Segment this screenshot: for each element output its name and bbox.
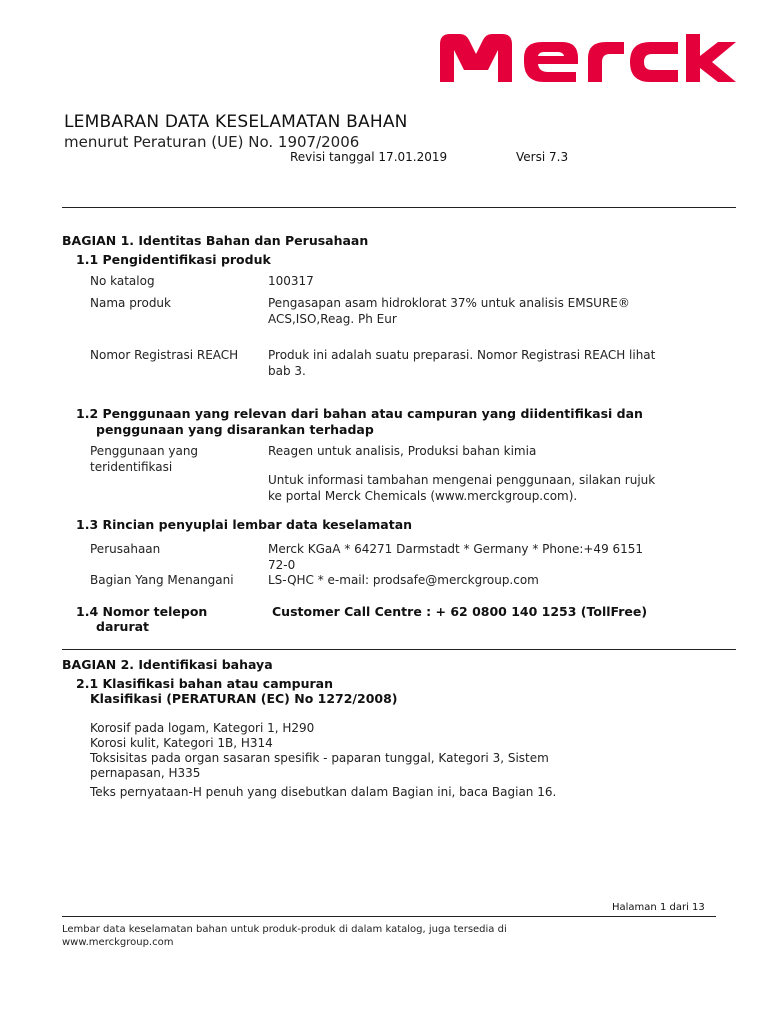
- page-number: Halaman 1 dari 13: [612, 902, 705, 913]
- revision-date: Revisi tanggal 17.01.2019: [290, 150, 448, 164]
- section-divider: [62, 649, 736, 650]
- label-no-katalog: No katalog: [90, 274, 155, 288]
- subsection-1-3-title: 1.3 Rincian penyuplai lembar data keselamatan: [76, 517, 413, 532]
- document-subtitle: menurut Peraturan (UE) No. 1907/2006: [64, 133, 360, 151]
- hazard-list: [90, 721, 630, 800]
- subsection-1-4-title-line1: 1.4 Nomor telepon: [76, 604, 208, 619]
- label-reach: Nomor Registrasi REACH: [90, 348, 239, 362]
- value-penggunaan: Reagen untuk analisis, Produksi bahan kimia: [268, 444, 537, 458]
- label-bagian-menangani: Bagian Yang Menangani: [90, 573, 234, 587]
- label-perusahaan: Perusahaan: [90, 542, 161, 556]
- section-2-title: BAGIAN 2. Identifikasi bahaya: [62, 657, 273, 672]
- label-nama-produk: Nama produk: [90, 296, 171, 310]
- footer-text: [62, 923, 507, 949]
- footer-divider: [62, 916, 716, 917]
- footer-link[interactable]: www.merckgroup.com: [62, 937, 174, 948]
- section-1-title: BAGIAN 1. Identitas Bahan dan Perusahaan: [62, 233, 369, 248]
- subsection-1-2-title-line2: penggunaan yang disarankan terhadap: [96, 422, 374, 437]
- subsection-1-2-title-line1: 1.2 Penggunaan yang relevan dari bahan atau campuran yang diidentifikasi dan: [76, 406, 643, 421]
- note-penggunaan: Untuk informasi tambahan mengenai penggunaan, silakan rujuk ke portal Merck Chemicals (www.merckgroup.com).: [268, 473, 656, 503]
- classification-title: Klasifikasi (PERATURAN (EC) No 1272/2008): [90, 691, 398, 706]
- value-bagian-menangani: LS-QHC * e-mail: prodsafe@merckgroup.com: [268, 573, 539, 587]
- value-reach: Produk ini adalah suatu preparasi. Nomor Registrasi REACH lihat bab 3.: [268, 348, 656, 378]
- emergency-phone: Customer Call Centre : + 62 0800 140 1253 (TollFree): [272, 604, 648, 619]
- subsection-1-1-title: 1.1 Pengidentifikasi produk: [76, 252, 271, 267]
- hazard-line: Korosif pada logam, Kategori 1, H290: [90, 721, 315, 735]
- hazard-note: Teks pernyataan-H penuh yang disebutkan dalam Bagian ini, baca Bagian 16.: [90, 785, 557, 799]
- label-penggunaan: Penggunaan yang teridentifikasi: [90, 444, 199, 474]
- value-perusahaan: Merck KGaA * 64271 Darmstadt * Germany * Phone:+49 6151 72-0: [268, 542, 644, 572]
- document-title: LEMBARAN DATA KESELAMATAN BAHAN: [64, 112, 408, 132]
- value-nama-produk: Pengasapan asam hidroklorat 37% untuk analisis EMSURE® ACS,ISO,Reag. Ph Eur: [268, 296, 630, 326]
- footer-line-1: Lembar data keselamatan bahan untuk produk-produk di dalam katalog, juga tersedia di: [62, 924, 507, 935]
- subsection-2-1-title: 2.1 Klasifikasi bahan atau campuran: [76, 676, 333, 691]
- hazard-line: Toksisitas pada organ sasaran spesifik - paparan tunggal, Kategori 3, Sistem pernapasan, H335: [90, 751, 549, 780]
- version: Versi 7.3: [516, 150, 569, 164]
- hazard-line: Korosi kulit, Kategori 1B, H314: [90, 736, 273, 750]
- value-no-katalog: 100317: [268, 274, 314, 288]
- merck-logo: [438, 30, 738, 84]
- header-divider: [62, 207, 736, 208]
- subsection-1-4-title-line2: darurat: [96, 619, 150, 634]
